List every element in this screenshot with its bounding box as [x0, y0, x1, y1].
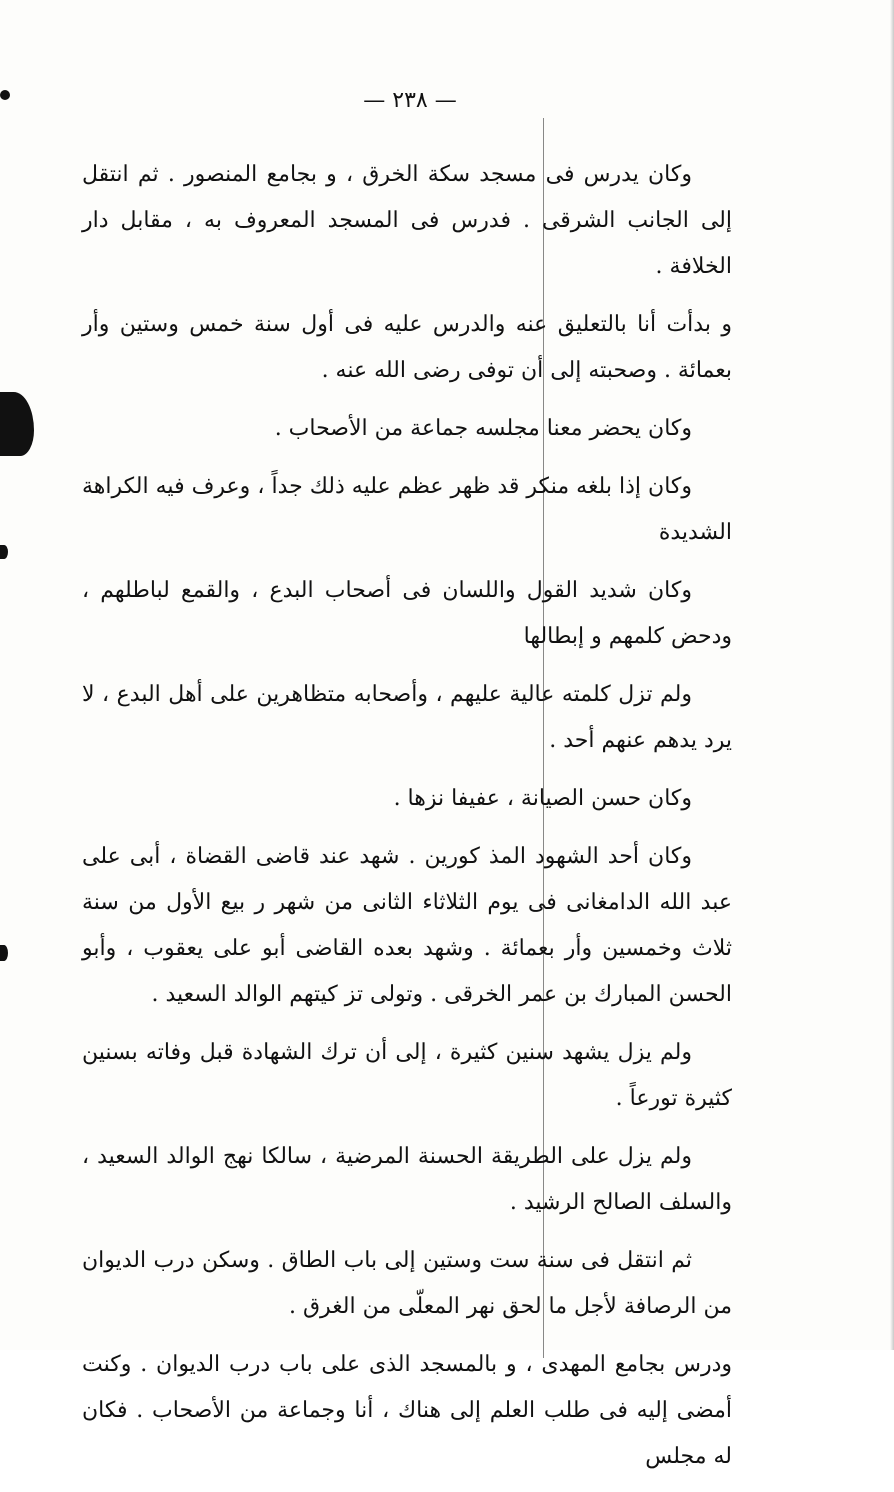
paragraph: ولم تزل كلمته عالية عليهم ، وأصحابه متظاهرين على أهل البدع ، لا يرد يدهم عنهم أحد .	[82, 682, 732, 753]
paragraph: ولم يزل يشهد سنين كثيرة ، إلى أن ترك الشهادة قبل وفاته بسنين كثيرة تورعاً .	[82, 1040, 732, 1111]
scan-edge-mark	[0, 945, 8, 961]
paragraph: وكان أحد الشهود المذ كورين . شهد عند قاضى القضاة ، أبى على عبد الله الدامغانى فى يوم الثلاثاء الثانى من شهر ر بيع الأول من سنة ثلاث وخمسين وأر بعمائة . وشهد بعده القاضى أبو على يعقوب ، وأبو الحسن المبارك بن عمر الخرقى . وتولى تز كيتهم الوالد السعيد .	[82, 844, 732, 1007]
scan-edge-mark	[0, 392, 34, 456]
paragraph: وكان يدرس فى مسجد سكة الخرق ، و بجامع المنصور . ثم انتقل إلى الجانب الشرقى . فدرس فى المسجد المعروف به ، مقابل دار الخلافة .	[82, 162, 732, 279]
page-right-edge	[890, 0, 894, 1350]
paragraph: ولم يزل على الطريقة الحسنة المرضية ، سالكا نهج الوالد السعيد ، والسلف الصالح الرشيد .	[82, 1144, 732, 1215]
page-number: — ٢٣٨ —	[363, 88, 457, 113]
body-text	[82, 152, 732, 1492]
paragraph: و بدأت أنا بالتعليق عنه والدرس عليه فى أول سنة خمس وستين وأر بعمائة . وصحبته إلى أن توفى رضى الله عنه .	[82, 312, 732, 383]
paragraph: وكان حسن الصيانة ، عفيفا نزها .	[393, 786, 692, 811]
scan-edge-mark	[0, 545, 8, 559]
paragraph: وكان يحضر معنا مجلسه جماعة من الأصحاب .	[274, 416, 692, 441]
paragraph: ثم انتقل فى سنة ست وستين إلى باب الطاق . وسكن درب الديوان من الرصافة لأجل ما لحق نهر المعلّى من الغرق .	[82, 1248, 732, 1319]
paragraph: ودرس بجامع المهدى ، و بالمسجد الذى على باب درب الديوان . وكنت أمضى إليه فى طلب العلم إلى هناك ، أنا وجماعة من الأصحاب . فكان له مجلس	[82, 1352, 732, 1469]
paragraph: وكان شديد القول واللسان فى أصحاب البدع ، والقمع لباطلهم ، ودحض كلمهم و إبطالها	[82, 578, 732, 649]
paragraph: وكان إذا بلغه منكر قد ظهر عظم عليه ذلك جداً ، وعرف فيه الكراهة الشديدة	[82, 474, 732, 545]
